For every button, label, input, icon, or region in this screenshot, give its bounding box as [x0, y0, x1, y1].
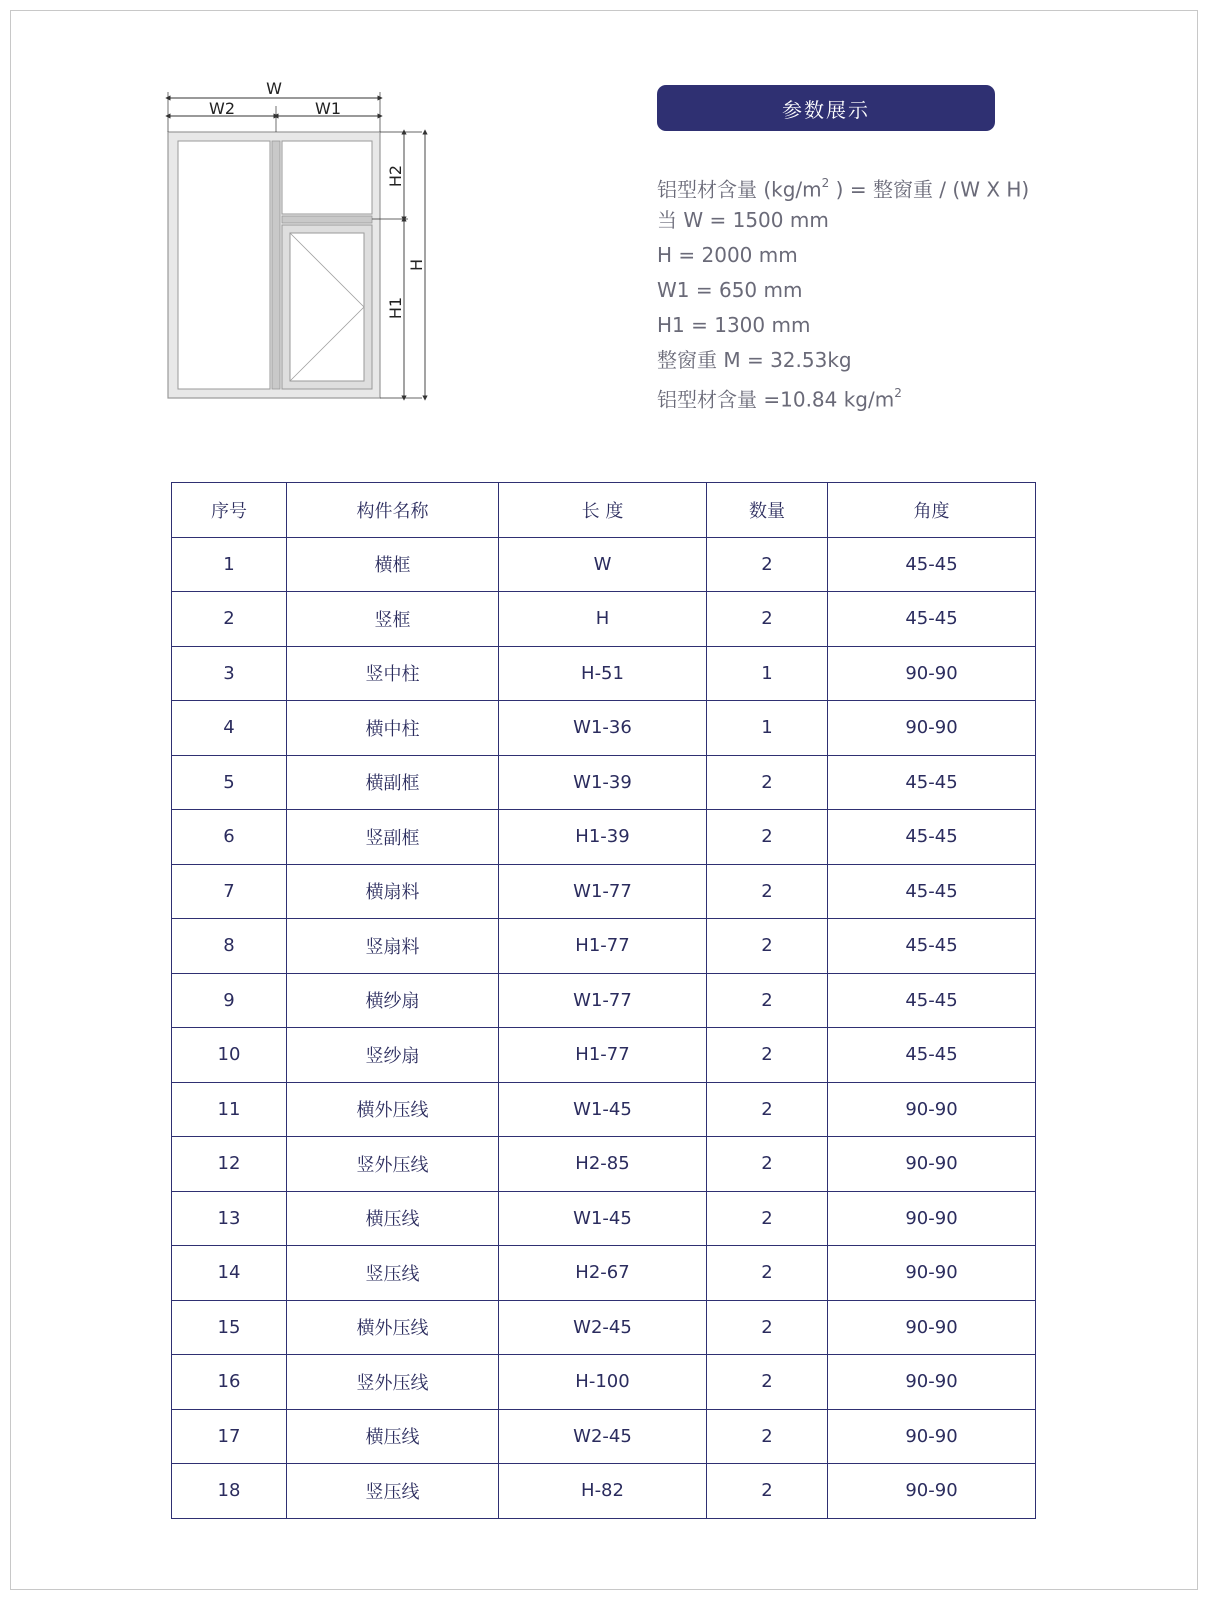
- table-row: [172, 919, 1036, 974]
- cell-part-name: 横外压线: [287, 1300, 499, 1355]
- table-row: [172, 646, 1036, 701]
- cell-quantity: 2: [707, 919, 828, 974]
- cell-angle: 45-45: [828, 864, 1036, 919]
- cell-index: 6: [172, 810, 287, 865]
- cell-part-name: 横外压线: [287, 1082, 499, 1137]
- sash-glass: [290, 233, 364, 381]
- table-row: [172, 592, 1036, 647]
- cell-quantity: 1: [707, 646, 828, 701]
- mullion: [272, 141, 280, 389]
- table-row: [172, 537, 1036, 592]
- label-h2: H2: [386, 164, 405, 188]
- cell-length: H1-39: [499, 810, 707, 865]
- left-pane: [178, 141, 270, 389]
- cell-part-name: 竖中柱: [287, 646, 499, 701]
- col-header-angle: 角度: [828, 483, 1036, 538]
- cell-quantity: 2: [707, 1028, 828, 1083]
- cell-index: 9: [172, 973, 287, 1028]
- cell-quantity: 2: [707, 1409, 828, 1464]
- table-row: [172, 1137, 1036, 1192]
- formula-prefix: 铝型材含量 (kg/m: [657, 177, 822, 202]
- cell-index: 8: [172, 919, 287, 974]
- cell-length: H-100: [499, 1355, 707, 1410]
- cell-length: W1-45: [499, 1191, 707, 1246]
- cell-quantity: 2: [707, 1137, 828, 1192]
- table-body: [172, 537, 1036, 1518]
- cell-quantity: 2: [707, 755, 828, 810]
- cell-part-name: 横中柱: [287, 701, 499, 756]
- param-h: H = 2000 mm: [657, 243, 798, 267]
- cell-length: W1-45: [499, 1082, 707, 1137]
- cell-quantity: 2: [707, 1355, 828, 1410]
- window-diagram: [160, 78, 450, 413]
- col-header-part-name: 构件名称: [287, 483, 499, 538]
- cell-length: W1-36: [499, 701, 707, 756]
- table-row: [172, 701, 1036, 756]
- param-header: [657, 85, 995, 131]
- cell-quantity: 2: [707, 1082, 828, 1137]
- param-header-title: 参数展示: [782, 97, 870, 122]
- cell-angle: 90-90: [828, 1409, 1036, 1464]
- label-w1: W1: [315, 99, 341, 118]
- table-row: [172, 1409, 1036, 1464]
- table-row: [172, 810, 1036, 865]
- cell-quantity: 2: [707, 973, 828, 1028]
- table-row: [172, 1191, 1036, 1246]
- content-prefix: 铝型材含量 =10.84 kg/m: [657, 387, 895, 412]
- col-header-quantity: 数量: [707, 483, 828, 538]
- cell-index: 3: [172, 646, 287, 701]
- cell-index: 13: [172, 1191, 287, 1246]
- cell-quantity: 2: [707, 1464, 828, 1519]
- cell-index: 1: [172, 537, 287, 592]
- table-row: [172, 1300, 1036, 1355]
- cell-length: H-82: [499, 1464, 707, 1519]
- table-row: [172, 973, 1036, 1028]
- cell-part-name: 竖外压线: [287, 1137, 499, 1192]
- cell-length: H2-85: [499, 1137, 707, 1192]
- cell-quantity: 2: [707, 537, 828, 592]
- param-w: 当 W = 1500 mm: [657, 208, 829, 232]
- cell-length: W1-39: [499, 755, 707, 810]
- cell-length: H2-67: [499, 1246, 707, 1301]
- cell-angle: 45-45: [828, 592, 1036, 647]
- cell-angle: 90-90: [828, 1355, 1036, 1410]
- cell-part-name: 横框: [287, 537, 499, 592]
- cell-angle: 45-45: [828, 973, 1036, 1028]
- params-list: [657, 168, 1097, 413]
- cell-index: 15: [172, 1300, 287, 1355]
- cell-part-name: 横压线: [287, 1409, 499, 1464]
- cell-part-name: 竖框: [287, 592, 499, 647]
- cell-angle: 45-45: [828, 537, 1036, 592]
- table-row: [172, 755, 1036, 810]
- table-row: [172, 1355, 1036, 1410]
- cell-index: 18: [172, 1464, 287, 1519]
- cell-angle: 90-90: [828, 646, 1036, 701]
- cell-length: W1-77: [499, 973, 707, 1028]
- cell-angle: 45-45: [828, 1028, 1036, 1083]
- cell-index: 7: [172, 864, 287, 919]
- cell-part-name: 横纱扇: [287, 973, 499, 1028]
- cell-length: W: [499, 537, 707, 592]
- cell-part-name: 竖外压线: [287, 1355, 499, 1410]
- cell-quantity: 2: [707, 864, 828, 919]
- col-header-index: 序号: [172, 483, 287, 538]
- cell-quantity: 2: [707, 810, 828, 865]
- cell-index: 2: [172, 592, 287, 647]
- cell-part-name: 横扇料: [287, 864, 499, 919]
- cell-quantity: 2: [707, 1191, 828, 1246]
- label-h1: H1: [386, 296, 405, 320]
- cell-length: H: [499, 592, 707, 647]
- cell-angle: 90-90: [828, 1246, 1036, 1301]
- formula-sup: 2: [821, 176, 830, 190]
- cell-length: H1-77: [499, 919, 707, 974]
- cell-angle: 45-45: [828, 919, 1036, 974]
- cell-part-name: 竖扇料: [287, 919, 499, 974]
- cell-part-name: 横副框: [287, 755, 499, 810]
- table-row: [172, 1246, 1036, 1301]
- label-h: H: [407, 258, 426, 272]
- cell-index: 17: [172, 1409, 287, 1464]
- transom: [282, 216, 372, 223]
- table-row: [172, 1464, 1036, 1519]
- cell-length: W1-77: [499, 864, 707, 919]
- top-right-pane: [282, 141, 372, 214]
- cell-part-name: 竖压线: [287, 1464, 499, 1519]
- cell-index: 14: [172, 1246, 287, 1301]
- cell-angle: 45-45: [828, 755, 1036, 810]
- table-row: [172, 1028, 1036, 1083]
- table-header-row: [172, 483, 1036, 538]
- cell-index: 16: [172, 1355, 287, 1410]
- cell-length: W2-45: [499, 1409, 707, 1464]
- cell-index: 10: [172, 1028, 287, 1083]
- cell-length: H-51: [499, 646, 707, 701]
- parts-table: [171, 482, 1036, 1519]
- cell-quantity: 2: [707, 1246, 828, 1301]
- cell-angle: 90-90: [828, 1191, 1036, 1246]
- col-header-length: 长 度: [499, 483, 707, 538]
- cell-part-name: 横压线: [287, 1191, 499, 1246]
- cell-part-name: 竖纱扇: [287, 1028, 499, 1083]
- cell-angle: 90-90: [828, 1300, 1036, 1355]
- cell-length: H1-77: [499, 1028, 707, 1083]
- param-content: [657, 378, 1097, 413]
- cell-angle: 90-90: [828, 1137, 1036, 1192]
- cell-index: 11: [172, 1082, 287, 1137]
- cell-length: W2-45: [499, 1300, 707, 1355]
- cell-part-name: 竖副框: [287, 810, 499, 865]
- cell-quantity: 2: [707, 1300, 828, 1355]
- table-row: [172, 864, 1036, 919]
- cell-part-name: 竖压线: [287, 1246, 499, 1301]
- param-w1: W1 = 650 mm: [657, 278, 803, 302]
- param-formula: [657, 168, 1097, 203]
- label-w2: W2: [209, 99, 235, 118]
- label-w: W: [266, 79, 282, 98]
- cell-index: 12: [172, 1137, 287, 1192]
- cell-angle: 90-90: [828, 1464, 1036, 1519]
- cell-angle: 45-45: [828, 810, 1036, 865]
- param-h1: H1 = 1300 mm: [657, 313, 811, 337]
- content-sup: 2: [894, 386, 902, 400]
- cell-quantity: 2: [707, 592, 828, 647]
- cell-angle: 90-90: [828, 1082, 1036, 1137]
- table-row: [172, 1082, 1036, 1137]
- cell-index: 4: [172, 701, 287, 756]
- param-weight: 整窗重 M = 32.53kg: [657, 348, 852, 372]
- cell-angle: 90-90: [828, 701, 1036, 756]
- formula-suffix: ) = 整窗重 / (W X H): [829, 177, 1030, 202]
- cell-index: 5: [172, 755, 287, 810]
- cell-quantity: 1: [707, 701, 828, 756]
